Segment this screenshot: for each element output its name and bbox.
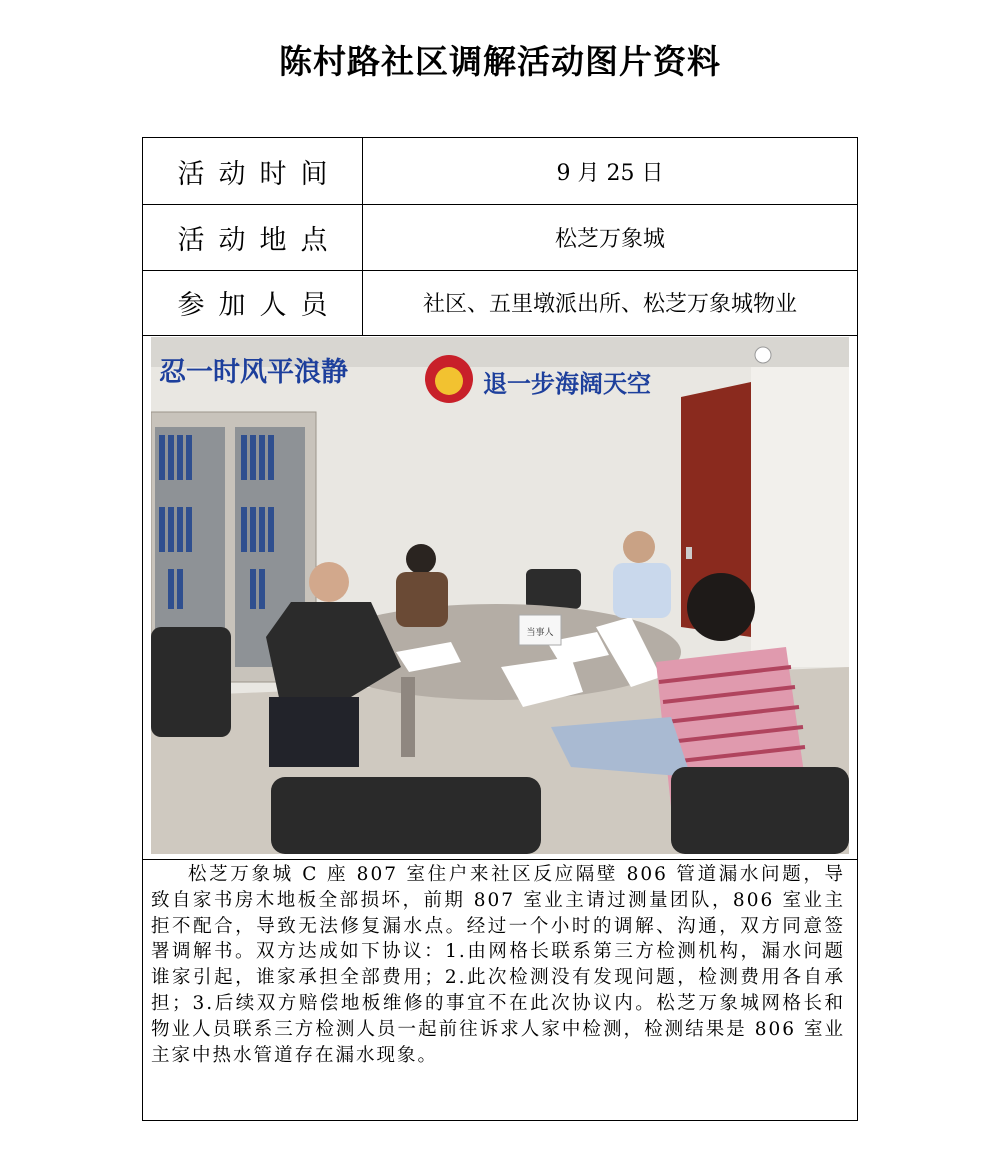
banner-right-text: 退一步海阔天空 [483, 370, 651, 398]
row-value-time: 9 月 25 日 [556, 160, 664, 186]
activity-description: 松芝万象城 C 座 807 室住户来社区反应隔壁 806 管道漏水问题，导致自家书房木地板全部损坏，前期 807 室业主请过测量团队，806 室业主拒不配合，导致无法修复漏水点。经过一个小时的调解、沟通，双方同意签署调解书。双方达成如下协议：1.由网格长联系第三方检测机构，漏水问题谁家引起，谁家承担全部费用；2.此次检测没有发现问题，检测费用各自承担；3.后续双方赔偿地板维修的事宜不在此次协议内。松芝万象城网格长和物业人员联系三方检测人员一起前往诉求人家中检测，检测结果是 806 室业主家中热水管道存在漏水现象。 [151, 864, 845, 1066]
table-row [143, 138, 857, 205]
table-name-card: 当事人 [526, 628, 554, 638]
banner-left-text: 忍一时风平浪静 [159, 357, 348, 388]
activity-table [142, 137, 858, 1121]
mediation-photo [151, 337, 849, 854]
row-label-place: 活动地点 [143, 204, 363, 270]
page-title: 陈村路社区调解活动图片资料 [279, 42, 721, 81]
table-row [143, 204, 857, 271]
row-value-place: 松芝万象城 [554, 226, 665, 252]
photo-cell [143, 335, 857, 860]
row-label-participants: 参加人员 [143, 270, 363, 335]
row-value-participants: 社区、五里墩派出所、松芝万象城物业 [422, 292, 797, 317]
row-label-time: 活动时间 [143, 138, 363, 204]
table-row [143, 270, 857, 336]
